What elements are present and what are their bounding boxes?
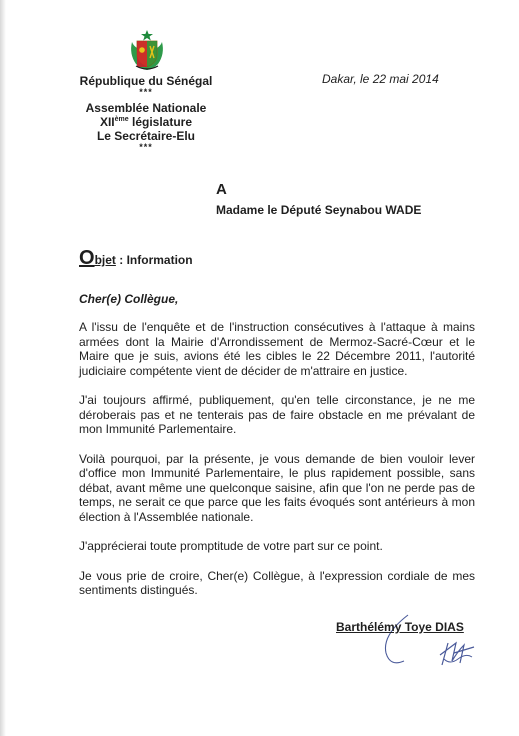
letter-body (79, 320, 475, 613)
institution-name: Assemblée Nationale (85, 101, 207, 115)
scan-edge-shadow (0, 0, 6, 736)
subject-value: Information (126, 253, 193, 267)
subject-first-letter: O (79, 247, 95, 269)
salutation: Cher(e) Collègue, (79, 292, 179, 306)
subject-label: bjet (94, 253, 116, 267)
header-stars-2: *** (139, 142, 153, 152)
country-name: République du Sénégal (79, 74, 213, 88)
body-paragraph: Je vous prie de croire, Cher(e) Collègue, à l'expression cordiale de mes sentiments distingués. (79, 568, 475, 597)
recipient-prefix: A (216, 181, 227, 198)
legislature-number: XII (99, 115, 115, 129)
subject-separator: : (115, 253, 127, 267)
body-paragraph: J'ai toujours affirmé, publiquement, qu'en telle circonstance, je ne me déroberais pas et ne tenterais pas de faire obstacle en me prévalant de mon Immunité Parlementaire. (79, 393, 475, 436)
signatory-name: Barthélémy Toye DIAS (336, 620, 464, 634)
legislature-word: législature (128, 115, 193, 129)
handwritten-signature-icon (360, 595, 490, 685)
legislature-ordinal: ème (114, 116, 129, 123)
sender-header (66, 74, 226, 152)
header-stars-1: *** (139, 87, 153, 97)
sender-role: Le Secrétaire-Elu (96, 129, 196, 143)
body-paragraph: Voilà pourquoi, par la présente, je vous demande de bien vouloir lever d'office mon Immunité Parlementaire, le plus rapidement possible, sans débat, avant même une quelconque saisine, afin que l'on ne perde pas de temps, ne serait ce que parce que les faits évoqués sont antérieurs à mon élection à l'Assemblée nationale. (79, 451, 475, 524)
body-paragraph: J'apprécierai toute promptitude de votre part sur ce point. (79, 539, 383, 553)
subject-line (79, 247, 193, 270)
letter-date: Dakar, le 22 mai 2014 (322, 72, 439, 86)
legislature-label (66, 115, 226, 129)
recipient-name: Madame le Député Seynabou WADE (216, 203, 422, 217)
body-paragraph: A l'issu de l'enquête et de l'instruction consécutives à l'attaque à mains armées dont la Mairie d'Arrondissement de Mermoz-Sacré-Cœur et le Maire que je suis, avions été les cibles le 22 Décembre 2011, l'autorité judiciaire compétente vient de décider de m'attraire en justice. (79, 320, 475, 378)
senegal-coat-of-arms-icon (126, 28, 168, 72)
